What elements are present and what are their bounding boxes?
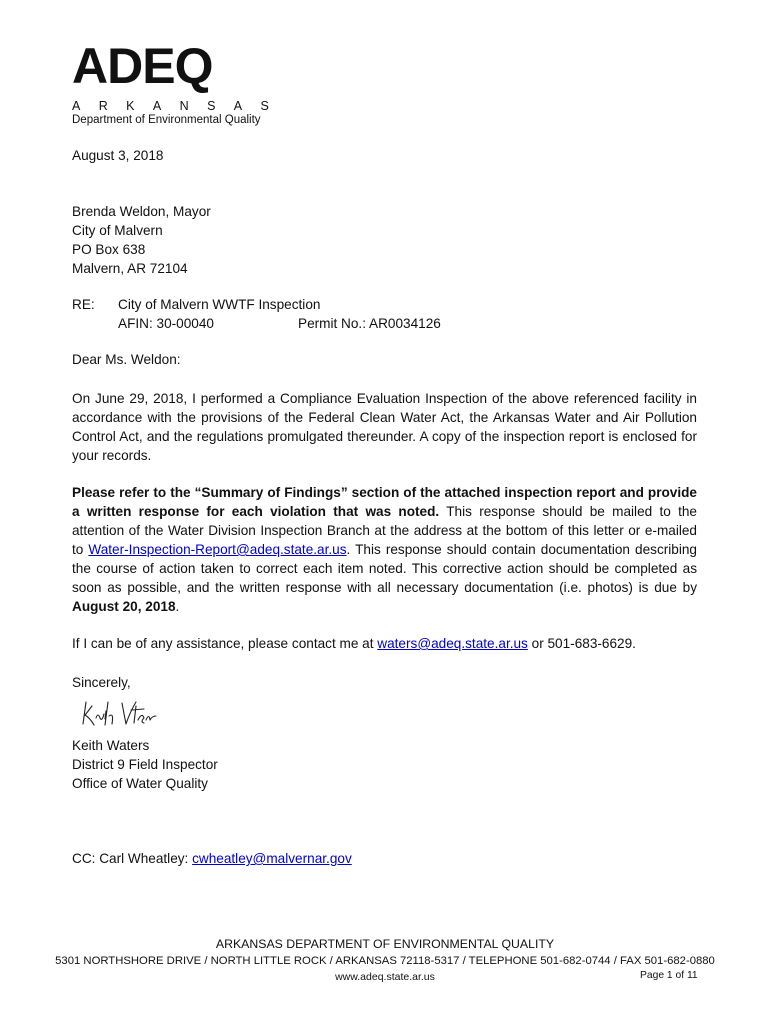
recipient-address — [72, 202, 211, 278]
afin-number: AFIN: 30-00040 — [118, 316, 214, 331]
recipient-line: City of Malvern — [72, 223, 163, 238]
adeq-logo: ADEQ — [72, 38, 213, 94]
para2-text-a: This response should be mailed to the attention of the Water Division Inspection Branch at the address at the bottom of this letter or e-mailed to — [72, 504, 697, 557]
handwritten-signature — [78, 698, 160, 728]
signer-name: Keith Waters — [72, 738, 150, 753]
paragraph-contact — [72, 634, 636, 653]
signer-office: Office of Water Quality — [72, 776, 208, 791]
cc-email-link[interactable]: cwheatley@malvernar.gov — [192, 851, 352, 866]
para2-end: . — [175, 599, 180, 614]
inspection-report-email-link[interactable]: Water-Inspection-Report@adeq.state.ar.us — [88, 542, 347, 557]
closing: Sincerely, — [72, 675, 131, 690]
paragraph-response-request — [72, 483, 697, 616]
footer-agency: ARKANSAS DEPARTMENT OF ENVIRONMENTAL QUALITY — [215, 937, 555, 951]
para2-text-b: . This response should contain documentation describing the course of action taken to correct each item noted. This corrective action should be completed as soon as possible, and the written response with all necessary documentation (i.e. photos) is due by — [72, 542, 697, 595]
recipient-line: Malvern, AR 72104 — [72, 261, 188, 276]
bold-instruction: Please refer to the “Summary of Findings” section of the attached inspection report and provide a written response for each violation that was noted. — [72, 485, 697, 519]
salutation: Dear Ms. Weldon: — [72, 352, 181, 367]
footer-address: 5301 NORTHSHORE DRIVE / NORTH LITTLE ROCK / ARKANSAS 72118-5317 / TELEPHONE 501-682-0744 / FAX 501-682-0880 — [55, 955, 715, 967]
re-subject: City of Malvern WWTF Inspection — [118, 297, 321, 312]
contact-phone-text: or 501-683-6629. — [527, 636, 636, 651]
logo-state-text: ARKANSAS — [72, 99, 288, 113]
page-number: Page 1 of 11 — [640, 970, 698, 981]
permit-number: Permit No.: AR0034126 — [298, 316, 441, 331]
re-label: RE: — [72, 297, 95, 312]
contact-text: If I can be of any assistance, please contact me at — [72, 636, 378, 651]
signer-block — [72, 736, 218, 793]
cc-label: CC: Carl Wheatley: — [72, 851, 193, 866]
paragraph-inspection: On June 29, 2018, I performed a Compliance Evaluation Inspection of the above referenced facility in accordance with the provisions of the Federal Clean Water Act, the Arkansas Water and Air Pollution Control Act, and the regulations promulgated thereunder. A copy of the inspection report is enclosed for your records. — [72, 391, 697, 463]
letter-date: August 3, 2018 — [72, 148, 164, 163]
recipient-line: PO Box 638 — [72, 242, 146, 257]
footer-website: www.adeq.state.ar.us — [335, 971, 435, 983]
signer-title: District 9 Field Inspector — [72, 757, 218, 772]
inspector-email-link[interactable]: waters@adeq.state.ar.us — [377, 636, 528, 651]
due-date: August 20, 2018 — [72, 599, 176, 614]
recipient-line: Brenda Weldon, Mayor — [72, 204, 211, 219]
logo-department: Department of Environmental Quality — [72, 114, 261, 126]
cc-line — [72, 849, 352, 868]
